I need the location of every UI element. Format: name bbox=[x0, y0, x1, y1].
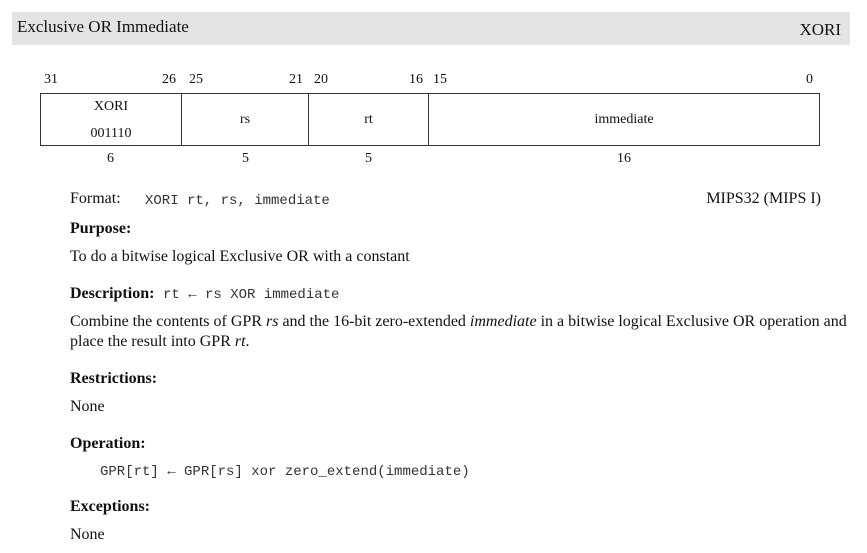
opcode-name: XORI bbox=[93, 98, 129, 114]
bit-label-31: 31 bbox=[44, 72, 58, 87]
bit-label-0: 0 bbox=[806, 72, 813, 87]
field-rs-label: rs bbox=[239, 111, 251, 127]
immediate-term: immediate bbox=[469, 313, 537, 330]
width-immediate: 16 bbox=[617, 151, 631, 166]
restrictions-text: None bbox=[70, 398, 105, 415]
description-heading: Description: bbox=[70, 285, 155, 302]
bit-label-16: 16 bbox=[409, 72, 423, 87]
description-formula: rt ← rs XOR immediate bbox=[163, 287, 340, 303]
width-opcode: 6 bbox=[107, 151, 114, 166]
field-opcode bbox=[41, 94, 182, 145]
width-rt: 5 bbox=[365, 151, 372, 166]
format-label: Format: bbox=[70, 190, 121, 207]
restrictions-heading: Restrictions: bbox=[70, 370, 158, 387]
architecture-label: MIPS32 (MIPS I) bbox=[706, 190, 821, 207]
bit-label-26: 26 bbox=[162, 72, 176, 87]
bit-label-25: 25 bbox=[189, 72, 203, 87]
purpose-heading: Purpose: bbox=[70, 220, 132, 237]
operation-code: GPR[rt] ← GPR[rs] xor zero_extend(immediate) bbox=[100, 464, 470, 480]
format-syntax: XORI rt, rs, immediate bbox=[145, 193, 330, 209]
rt-term: rt bbox=[234, 333, 246, 350]
bit-label-20: 20 bbox=[314, 72, 328, 87]
instruction-title: Exclusive OR Immediate bbox=[17, 17, 189, 36]
field-rt-label: rt bbox=[364, 111, 373, 127]
bit-label-15: 15 bbox=[433, 72, 447, 87]
exceptions-text: None bbox=[70, 526, 105, 543]
description-paragraph: Combine the contents of GPR rs and the 16-bit zero-extended immediate in a bitwise logical Exclusive OR operation and place the result into GPR rt. bbox=[70, 313, 847, 350]
section-header bbox=[12, 12, 850, 45]
encoding-table bbox=[40, 93, 820, 146]
width-rs: 5 bbox=[242, 151, 249, 166]
purpose-text: To do a bitwise logical Exclusive OR with a constant bbox=[70, 248, 410, 265]
operation-heading: Operation: bbox=[70, 435, 146, 452]
rs-term: rs bbox=[265, 313, 279, 330]
instruction-mnemonic: XORI bbox=[799, 20, 841, 39]
field-immediate bbox=[429, 94, 819, 145]
field-rt bbox=[309, 94, 429, 145]
field-rs bbox=[182, 94, 309, 145]
exceptions-heading: Exceptions: bbox=[70, 498, 150, 515]
opcode-bits: 001110 bbox=[90, 125, 132, 141]
field-immediate-label: immediate bbox=[594, 111, 654, 127]
bit-label-21: 21 bbox=[289, 72, 303, 87]
